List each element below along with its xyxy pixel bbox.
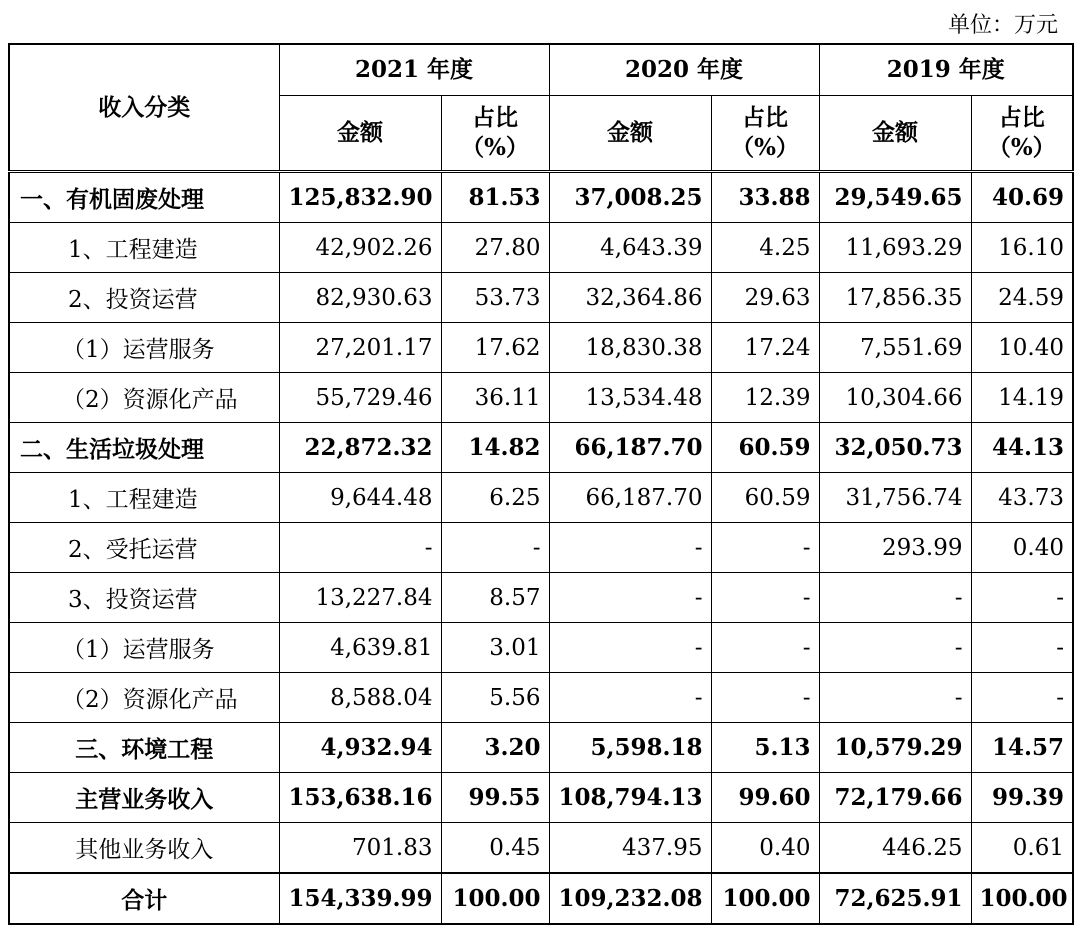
table-row — [9, 172, 1073, 223]
ratio-cell: 99.60 — [711, 773, 819, 823]
ratio-cell: - — [971, 573, 1073, 623]
ratio-cell: 3.01 — [441, 623, 549, 673]
ratio-cell: 100.00 — [711, 873, 819, 924]
amount-cell: 10,579.29 — [819, 723, 971, 773]
ratio-cell: 60.59 — [711, 473, 819, 523]
amount-cell: 446.25 — [819, 823, 971, 874]
row-label: 其他业务收入 — [9, 823, 279, 874]
ratio-cell: 33.88 — [711, 172, 819, 223]
table-row — [9, 573, 1073, 623]
amount-cell: 293.99 — [819, 523, 971, 573]
ratio-cell: - — [441, 523, 549, 573]
ratio-cell: 8.57 — [441, 573, 549, 623]
amount-cell: 8,588.04 — [279, 673, 441, 723]
amount-cell: 31,756.74 — [819, 473, 971, 523]
amount-cell: 18,830.38 — [549, 323, 711, 373]
ratio-cell: 81.53 — [441, 172, 549, 223]
amount-cell: 9,644.48 — [279, 473, 441, 523]
amount-cell: 82,930.63 — [279, 273, 441, 323]
row-label: （1）运营服务 — [9, 623, 279, 673]
ratio-cell: 17.62 — [441, 323, 549, 373]
ratio-cell: 0.40 — [971, 523, 1073, 573]
ratio-cell: 5.13 — [711, 723, 819, 773]
amount-cell: 13,534.48 — [549, 373, 711, 423]
amount-cell: 109,232.08 — [549, 873, 711, 924]
amount-cell: 32,050.73 — [819, 423, 971, 473]
ratio-cell: 0.40 — [711, 823, 819, 874]
ratio-cell: 14.57 — [971, 723, 1073, 773]
table-row — [9, 723, 1073, 773]
table-row — [9, 773, 1073, 823]
ratio-cell: 24.59 — [971, 273, 1073, 323]
amount-header: 金额 — [549, 96, 711, 172]
table-body — [9, 172, 1073, 925]
row-label: 1、工程建造 — [9, 473, 279, 523]
amount-cell: - — [819, 673, 971, 723]
row-label: （2）资源化产品 — [9, 373, 279, 423]
amount-cell: 11,693.29 — [819, 223, 971, 273]
ratio-cell: 14.82 — [441, 423, 549, 473]
ratio-cell: 27.80 — [441, 223, 549, 273]
row-label: 一、有机固废处理 — [9, 172, 279, 223]
unit-label: 单位：万元 — [947, 13, 1058, 38]
amount-cell: - — [549, 523, 711, 573]
table-row — [9, 223, 1073, 273]
ratio-header: 占比 （%） — [971, 96, 1073, 172]
row-label: 合计 — [9, 873, 279, 924]
ratio-cell: - — [971, 673, 1073, 723]
table-row — [9, 823, 1073, 874]
row-label: 2、受托运营 — [9, 523, 279, 573]
ratio-cell: 3.20 — [441, 723, 549, 773]
row-label: 1、工程建造 — [9, 223, 279, 273]
ratio-cell: 36.11 — [441, 373, 549, 423]
amount-cell: 22,872.32 — [279, 423, 441, 473]
ratio-cell: 5.56 — [441, 673, 549, 723]
amount-cell: 72,625.91 — [819, 873, 971, 924]
table-row — [9, 273, 1073, 323]
ratio-cell: 100.00 — [971, 873, 1073, 924]
ratio-cell: 29.63 — [711, 273, 819, 323]
table-row — [9, 523, 1073, 573]
ratio-cell: 99.55 — [441, 773, 549, 823]
row-label: 二、生活垃圾处理 — [9, 423, 279, 473]
amount-cell: - — [279, 523, 441, 573]
ratio-cell: - — [711, 673, 819, 723]
amount-cell: - — [549, 573, 711, 623]
amount-cell: 66,187.70 — [549, 473, 711, 523]
table-row — [9, 473, 1073, 523]
amount-cell: 125,832.90 — [279, 172, 441, 223]
amount-header: 金额 — [819, 96, 971, 172]
amount-cell: - — [819, 573, 971, 623]
amount-cell: 153,638.16 — [279, 773, 441, 823]
ratio-cell: 16.10 — [971, 223, 1073, 273]
ratio-cell: 60.59 — [711, 423, 819, 473]
ratio-cell: - — [711, 523, 819, 573]
ratio-cell: 40.69 — [971, 172, 1073, 223]
amount-cell: 32,364.86 — [549, 273, 711, 323]
amount-cell: 4,639.81 — [279, 623, 441, 673]
amount-header: 金额 — [279, 96, 441, 172]
amount-cell: 701.83 — [279, 823, 441, 874]
revenue-table — [8, 43, 1074, 925]
ratio-cell: 44.13 — [971, 423, 1073, 473]
row-label: 主营业务收入 — [9, 773, 279, 823]
ratio-cell: 12.39 — [711, 373, 819, 423]
table-row — [9, 373, 1073, 423]
amount-cell: 42,902.26 — [279, 223, 441, 273]
ratio-cell: 10.40 — [971, 323, 1073, 373]
amount-cell: 437.95 — [549, 823, 711, 874]
year-header-2021: 2021 年度 — [279, 44, 549, 96]
ratio-header: 占比 （%） — [711, 96, 819, 172]
amount-cell: 55,729.46 — [279, 373, 441, 423]
ratio-cell: - — [711, 573, 819, 623]
ratio-cell: - — [971, 623, 1073, 673]
ratio-cell: 43.73 — [971, 473, 1073, 523]
amount-cell: 154,339.99 — [279, 873, 441, 924]
table-row — [9, 673, 1073, 723]
amount-cell: 66,187.70 — [549, 423, 711, 473]
amount-cell: 7,551.69 — [819, 323, 971, 373]
table-row — [9, 623, 1073, 673]
table-row — [9, 323, 1073, 373]
amount-cell: 5,598.18 — [549, 723, 711, 773]
amount-cell: 10,304.66 — [819, 373, 971, 423]
amount-cell: - — [549, 673, 711, 723]
amount-cell: 108,794.13 — [549, 773, 711, 823]
ratio-cell: 0.61 — [971, 823, 1073, 874]
ratio-header: 占比 （%） — [441, 96, 549, 172]
year-header-2020: 2020 年度 — [549, 44, 819, 96]
amount-cell: 27,201.17 — [279, 323, 441, 373]
year-header-2019: 2019 年度 — [819, 44, 1073, 96]
ratio-cell: 99.39 — [971, 773, 1073, 823]
row-label: 三、环境工程 — [9, 723, 279, 773]
ratio-cell: 0.45 — [441, 823, 549, 874]
category-header: 收入分类 — [9, 44, 279, 172]
table-row — [9, 423, 1073, 473]
row-label: 3、投资运营 — [9, 573, 279, 623]
amount-cell: 17,856.35 — [819, 273, 971, 323]
amount-cell: 13,227.84 — [279, 573, 441, 623]
ratio-cell: 14.19 — [971, 373, 1073, 423]
ratio-cell: 4.25 — [711, 223, 819, 273]
amount-cell: - — [549, 623, 711, 673]
table-header — [9, 44, 1073, 172]
ratio-cell: 53.73 — [441, 273, 549, 323]
ratio-cell: - — [711, 623, 819, 673]
amount-cell: 29,549.65 — [819, 172, 971, 223]
table-row — [9, 873, 1073, 924]
amount-cell: 4,643.39 — [549, 223, 711, 273]
amount-cell: - — [819, 623, 971, 673]
ratio-cell: 6.25 — [441, 473, 549, 523]
ratio-cell: 100.00 — [441, 873, 549, 924]
row-label: （2）资源化产品 — [9, 673, 279, 723]
row-label: 2、投资运营 — [9, 273, 279, 323]
amount-cell: 37,008.25 — [549, 172, 711, 223]
row-label: （1）运营服务 — [9, 323, 279, 373]
amount-cell: 4,932.94 — [279, 723, 441, 773]
amount-cell: 72,179.66 — [819, 773, 971, 823]
ratio-cell: 17.24 — [711, 323, 819, 373]
